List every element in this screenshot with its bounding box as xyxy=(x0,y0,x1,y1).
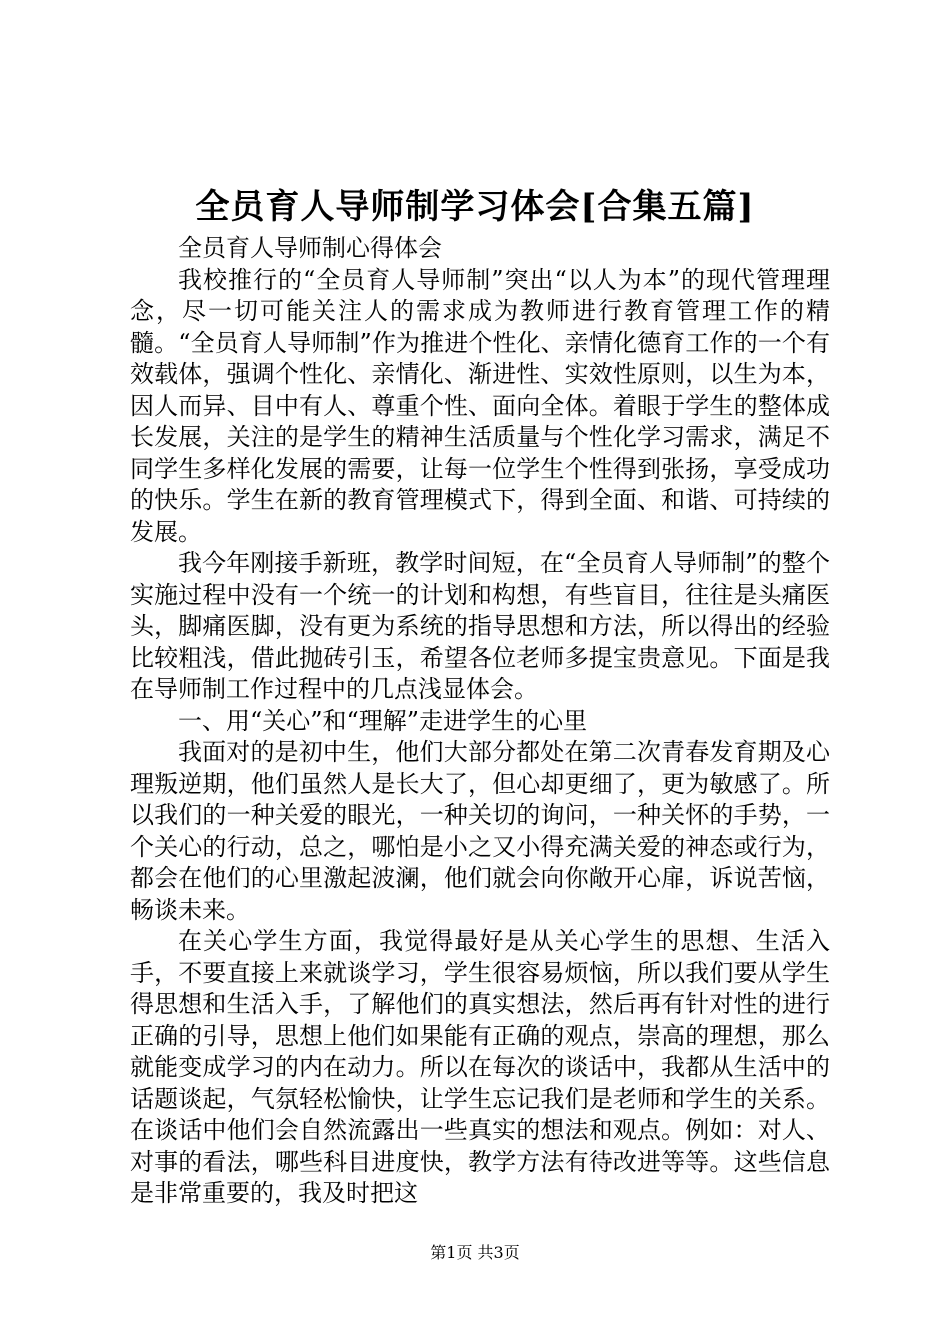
body-paragraph: 我今年刚接手新班，教学时间短，在“全员育人导师制”的整个实施过程中没有一个统一的计划和构想，有些盲目，往往是头痛医头，脚痛医脚，没有更为系统的指导思想和方法，所以得出的经验比较粗浅，借此抛砖引玉，希望各位老师多提宝贵意见。下面是我在导师制工作过程中的几点浅显体会。 xyxy=(130,549,830,703)
document-body xyxy=(130,233,830,1210)
body-paragraph: 在关心学生方面，我觉得最好是从关心学生的思想、生活入手，不要直接上来就谈学习，学生很容易烦恼，所以我们要从学生得思想和生活入手，了解他们的真实想法，然后再有针对性的进行正确的引导，思想上他们如果能有正确的观点，崇高的理想，那么就能变成学习的内在动力。所以在每次的谈话中，我都从生活中的话题谈起，气氛轻松愉快，让学生忘记我们是老师和学生的关系。在谈话中他们会自然流露出一些真实的想法和观点。例如：对人、对事的看法，哪些科目进度快，教学方法有待改进等等。这些信息是非常重要的，我及时把这 xyxy=(130,927,830,1207)
body-paragraph: 我面对的是初中生，他们大部分都处在第二次青春发育期及心理叛逆期，他们虽然人是长大了，但心却更细了，更为敏感了。所以我们的一种关爱的眼光，一种关切的询问，一种关怀的手势，一个关心的行动，总之，哪怕是小之又小得充满关爱的神态或行为，都会在他们的心里激起波澜，他们就会向你敞开心扉，诉说苦恼，畅谈未来。 xyxy=(130,738,830,924)
document-title: 全员育人导师制学习体会[合集五篇] xyxy=(195,187,755,227)
body-paragraph: 我校推行的“全员育人导师制”突出“以人为本”的现代管理理念，尽一切可能关注人的需求成为教师进行教育管理工作的精髓。“全员育人导师制”作为推进个性化、亲情化德育工作的一个有效载体，强调个性化、亲情化、渐进性、实效性原则，以生为本，因人而异、目中有人、尊重个性、面向全体。着眼于学生的整体成长发展，关注的是学生的精神生活质量与个性化学习需求，满足不同学生多样化发展的需要，让每一位学生个性得到张扬，享受成功的快乐。学生在新的教育管理模式下，得到全面、和谐、可持续的发展。 xyxy=(130,265,830,546)
section-heading: 一、用“关心”和“理解”走进学生的心里 xyxy=(178,706,588,735)
page-number-footer: 第1页 共3页 xyxy=(430,1243,520,1262)
section-heading: 全员育人导师制心得体会 xyxy=(178,234,442,262)
